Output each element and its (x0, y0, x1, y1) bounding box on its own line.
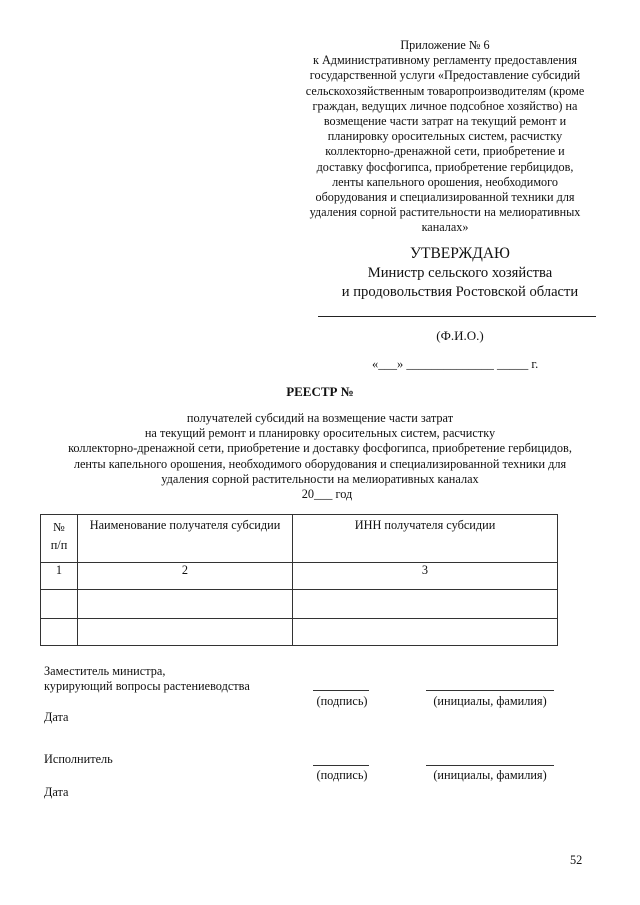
table-cell[interactable] (293, 619, 558, 646)
table-cell[interactable] (41, 619, 78, 646)
appendix-line: ленты капельного орошения, необходимого (332, 174, 558, 189)
deputy-minister-label (44, 664, 250, 694)
table-row (41, 563, 558, 590)
table-cell: 1 (41, 563, 78, 590)
deputy-initials-caption: (инициалы, фамилия) (433, 694, 547, 708)
approval-fio-caption: (Ф.И.О.) (436, 328, 484, 343)
appendix-line: удаления сорной растительности на мелиоративных (309, 205, 581, 220)
header-number (41, 515, 78, 563)
executor-signature-line (313, 765, 369, 766)
approval-position-line2: и продовольствия Ростовской области (341, 284, 579, 300)
registry-subtitle-line: на текущий ремонт и планировку оросительных систем, расчистку (144, 426, 496, 441)
appendix-line: к Административному регламенту предоставления (313, 53, 577, 68)
registry-subtitle-line: 20___ год (301, 487, 353, 502)
table-row (41, 619, 558, 646)
table-cell[interactable] (78, 590, 293, 619)
deputy-date-label: Дата (44, 710, 69, 724)
table-header-row (41, 515, 558, 563)
registry-title: РЕЕСТР № (286, 384, 354, 399)
page-number: 52 (570, 853, 583, 867)
header-number-pp: п/п (50, 538, 68, 552)
executor-initials-caption: (инициалы, фамилия) (433, 768, 547, 782)
executor-date-label: Дата (44, 785, 69, 799)
appendix-line: коллекторно-дренажной сети, приобретение и (325, 144, 565, 159)
appendix-line: возмещение части затрат на текущий ремонт и (323, 114, 567, 129)
registry-table (40, 514, 558, 646)
header-recipient-name: Наименование получателя субсидии (78, 515, 293, 563)
approval-date-line: «___» ______________ _____ г. (372, 357, 539, 371)
deputy-signature-line (313, 690, 369, 691)
appendix-line: оборудования и специализированной техники для (315, 190, 575, 205)
table-cell: 2 (78, 563, 293, 590)
table-cell[interactable] (41, 590, 78, 619)
appendix-line: государственной услуги «Предоставление субсидий (309, 68, 581, 83)
approval-title: УТВЕРЖДАЮ (410, 245, 510, 262)
table-row (41, 590, 558, 619)
table-cell[interactable] (78, 619, 293, 646)
appendix-line: доставку фосфогипса, приобретение гербицидов, (316, 159, 574, 174)
executor-label: Исполнитель (44, 752, 113, 766)
deputy-minister-line2: курирующий вопросы растениеводства (44, 679, 250, 693)
registry-subtitle-line: получателей субсидий на возмещение части затрат (186, 411, 454, 425)
appendix-line: каналах» (421, 220, 469, 235)
deputy-minister-line1: Заместитель министра, (44, 664, 166, 678)
appendix-line: сельскохозяйственным товаропроизводителям (кроме (305, 83, 585, 98)
executor-signature-caption: (подпись) (316, 768, 368, 782)
appendix-header (290, 38, 600, 236)
header-inn: ИНН получателя субсидии (293, 515, 558, 563)
appendix-line: планировку оросительных систем, расчистку (327, 129, 563, 144)
table-cell[interactable] (293, 590, 558, 619)
appendix-line: Приложение № 6 (400, 38, 490, 52)
deputy-initials-line (426, 690, 554, 691)
approval-position-line1: Министр сельского хозяйства (367, 265, 553, 281)
approval-signature-line (318, 316, 596, 317)
appendix-line: граждан, ведущих личное подсобное хозяйство) на (312, 98, 578, 113)
registry-subtitle (30, 411, 610, 502)
deputy-signature-caption: (подпись) (316, 694, 368, 708)
registry-subtitle-line: удаления сорной растительности на мелиоративных каналах (161, 471, 479, 486)
table-cell: 3 (293, 563, 558, 590)
registry-subtitle-line: коллекторно-дренажной сети, приобретение и доставку фосфогипса, приобретение гербицидов, (68, 441, 572, 456)
header-number-sign: № (53, 520, 65, 534)
registry-subtitle-line: ленты капельного орошения, необходимого оборудования и специализированной техники для (73, 456, 567, 471)
executor-initials-line (426, 765, 554, 766)
